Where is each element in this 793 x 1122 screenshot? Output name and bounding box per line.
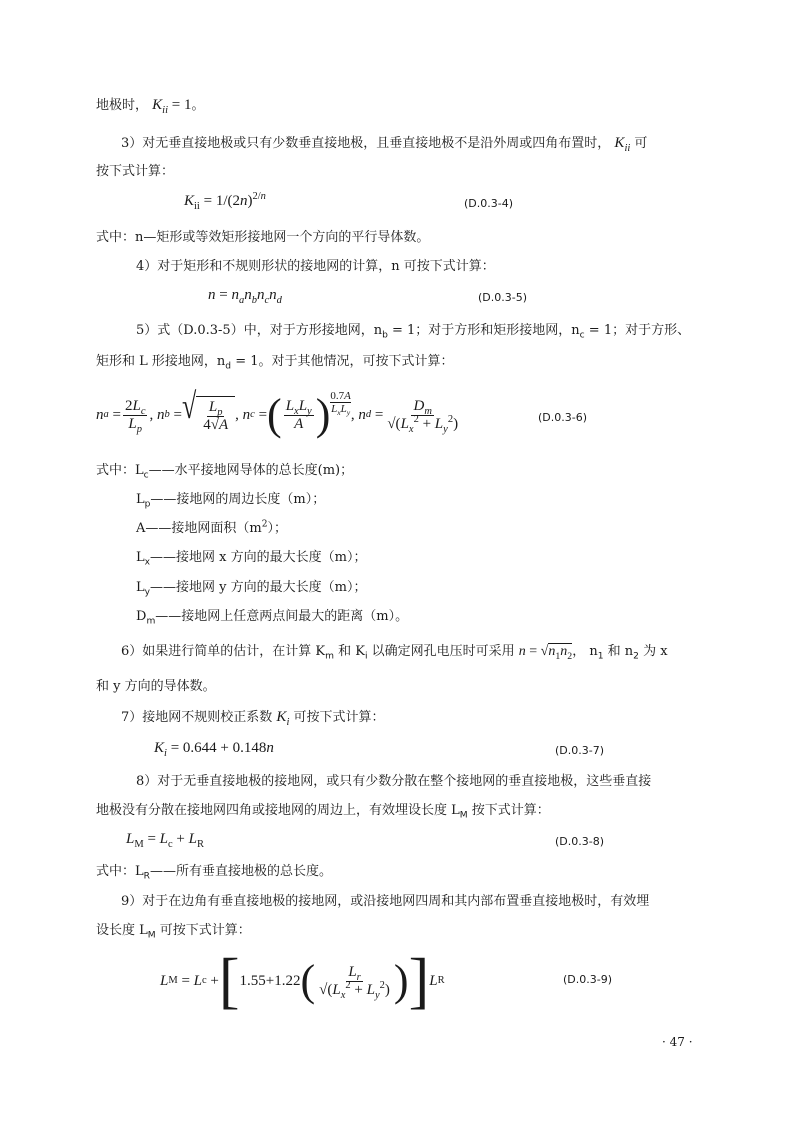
text: 6）如果进行简单的估计，在计算 K — [121, 644, 326, 659]
equation-d035: $n = n_an_bn_cn_d$ — [208, 287, 282, 306]
equation-d036: n a = $\frac{2L_c}{L_p}$ , n b = √ $\frac{L_p}{4√A}$ , n c = ( $\frac{L_xL_y}{A}$ ) 0.7A $L_xL_y$ , n d = $\frac{D_m}{√(L_x^2 + L_y^2)}$ — [96, 385, 459, 439]
text: ——接地网上任意两点间最大的距离（m）。 — [155, 609, 409, 624]
text: L — [136, 580, 145, 595]
text-line — [121, 708, 385, 727]
text: 可按下式计算： — [155, 923, 251, 938]
text: = 1。对于其他情况，可按下式计算： — [231, 354, 454, 369]
text-line: 地极没有分散在接地网四角或接地网的周边上，有效埋设长度 $L_M$ 按下式计算： — [96, 803, 550, 821]
text: 设长度 L — [96, 923, 148, 938]
text: 。 — [191, 98, 205, 113]
text-line: 式中：n—矩形或等效矩形接地网一个方向的平行导体数。 — [96, 230, 430, 245]
text: 矩形和 L 形接地网，n — [96, 354, 226, 369]
text: 和 n — [603, 644, 634, 659]
text-line: 和 y 方向的导体数。 — [96, 679, 216, 694]
text: 可按下式计算： — [293, 710, 385, 725]
text: L — [136, 550, 145, 565]
text-line — [96, 96, 205, 115]
text: ——接地网 x 方向的最大长度（m）； — [150, 550, 367, 565]
text-line: 5）式（D.0.3-5）中，对于方形接地网，$n_b = 1$；对于方形和矩形接地网，$n_c = 1$；对于方形、 — [136, 323, 691, 341]
text-line: 6）如果进行简单的估计，在计算 $K_m$ 和 $K_i$ 以确定网孔电压时可采用 $n = √n_1n_2$， $n_1$ 和 $n_2$ 为 x — [121, 644, 668, 662]
text-line: $L_y——$接地网 y 方向的最大长度（m）； — [136, 580, 367, 598]
text: 3）对无垂直接地极或只有少数垂直接地极，且垂直接地极不是沿外周或四角布置时， — [121, 136, 611, 151]
text: ， n — [572, 644, 598, 659]
text: 为 x — [638, 644, 668, 659]
text: 地极没有分散在接地网四角或接地网的周边上，有效埋设长度 L — [96, 803, 460, 818]
text-line: 矩形和 L 形接地网，$n_d = 1$。对于其他情况，可按下式计算： — [96, 354, 454, 372]
text: 式中：L — [96, 864, 144, 879]
text: ——接地网的周边长度（m）； — [150, 492, 326, 507]
equation-code: (D.0.3-6) — [538, 411, 588, 424]
equation-code: (D.0.3-4) — [464, 197, 514, 210]
text: A——接地网面积（m — [136, 521, 262, 536]
text: 可 — [634, 136, 648, 151]
equation-d039: L M = L c + [ 1.55+1.22 ( $\frac{L_r}{√(L_x^2 + L_y^2)}$ ) ] L R — [160, 947, 445, 1015]
text: 5）式（D.0.3-5）中，对于方形接地网，n — [136, 323, 383, 338]
text: 按下式计算： — [467, 803, 550, 818]
text: 7）接地网不规则校正系数 — [121, 710, 273, 725]
text-line: 式中：$L_c——$水平接地网导体的总长度(m)； — [96, 463, 354, 481]
equation-code: (D.0.3-7) — [555, 744, 605, 757]
text-line: $L_x——$接地网 x 方向的最大长度（m）； — [136, 550, 367, 568]
text: 和 K — [333, 644, 365, 659]
equation-code: (D.0.3-8) — [555, 835, 605, 848]
text: ）； — [267, 521, 288, 536]
text: = 1；对于方形、 — [584, 323, 691, 338]
equation-code: (D.0.3-5) — [478, 291, 528, 304]
formula-kii-eq-1: $K_{ii} = 1$ — [152, 97, 192, 116]
formula-kii: $K_{ii}$ — [614, 135, 631, 154]
formula-n-sqrt: $n = √n_1n_2$ — [518, 644, 573, 662]
text-line: A——接地网面积$(m^2)$； — [136, 519, 288, 536]
text: ——所有垂直接地极的总长度。 — [149, 864, 332, 879]
equation-d034: $K_{ii} = 1/(2n)^{2/n}$ — [184, 191, 266, 212]
page-number: · 47 · — [662, 1035, 693, 1049]
text: D — [136, 609, 147, 624]
text-line: 8）对于无垂直接地极的接地网，或只有少数分散在整个接地网的垂直接地极，这些垂直接 — [136, 774, 652, 789]
formula-ki: $K_i$ — [276, 709, 290, 728]
equation-d037: $K_i = 0.644 + 0.148n$ — [154, 740, 274, 759]
text: 以确定网孔电压时可采用 — [367, 644, 515, 659]
text: 地极时， — [96, 98, 149, 113]
text-line: 设长度 $L_M$ 可按下式计算： — [96, 923, 251, 941]
equation-code: (D.0.3-9) — [563, 973, 613, 986]
text: ——水平接地网导体的总长度(m)； — [148, 463, 354, 478]
text-line: 按下式计算： — [96, 164, 175, 179]
text-line: 式中：$L_R——$所有垂直接地极的总长度。 — [96, 864, 332, 882]
text: 式中：L — [96, 463, 144, 478]
text-line: 9）对于在边角有垂直接地极的接地网，或沿接地网四周和其内部布置垂直接地极时，有效埋 — [121, 894, 650, 909]
equation-d038: $L_M = L_c + L_R$ — [126, 831, 204, 850]
text-line — [121, 134, 647, 153]
text-line: $D_m——$接地网上任意两点间最大的距离（m）。 — [136, 609, 409, 627]
text: ——接地网 y 方向的最大长度（m）； — [150, 580, 367, 595]
text-line: $L_p——$接地网的周边长度（m）； — [136, 492, 326, 510]
text-line: 4）对于矩形和不规则形状的接地网的计算，n 可按下式计算： — [136, 259, 495, 274]
text: L — [136, 492, 145, 507]
text: = 1；对于方形和矩形接地网，n — [387, 323, 580, 338]
